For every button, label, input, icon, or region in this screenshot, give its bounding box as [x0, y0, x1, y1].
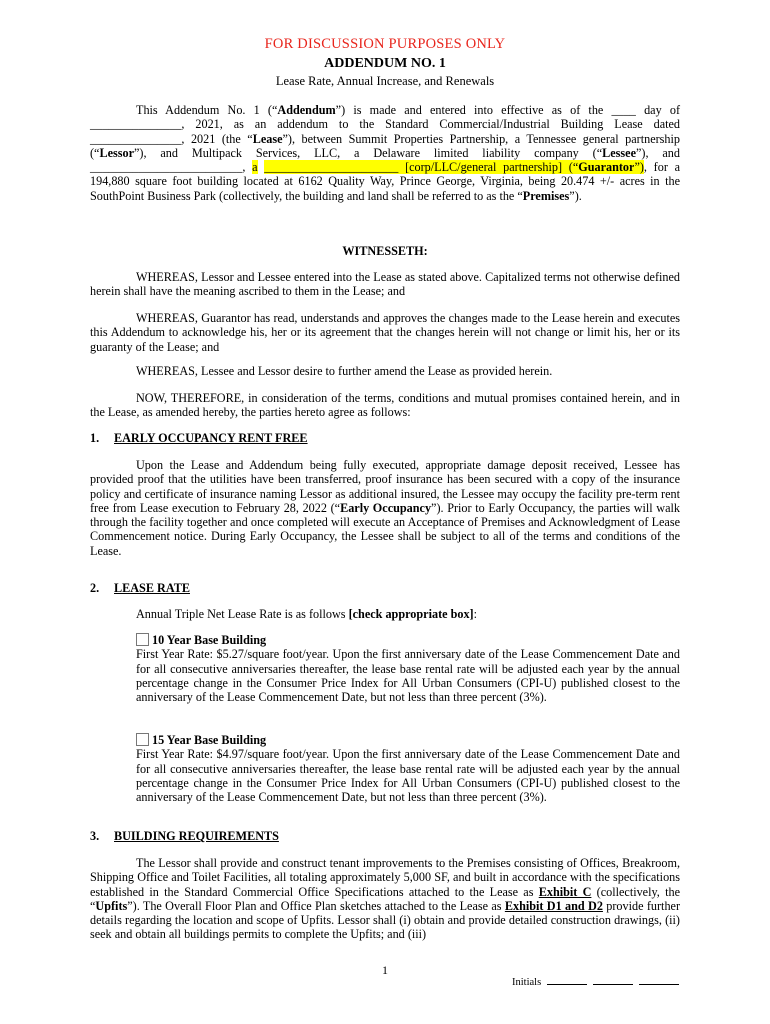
addendum-term: Addendum — [277, 103, 336, 117]
recital-1: WHEREAS, Lessor and Lessee entered into the Lease as stated above. Capitalized terms not otherwise defined herein shall have the meaning ascribed to them in the Lease; and — [90, 270, 680, 299]
recital-2: WHEREAS, Guarantor has read, understands and approves the changes made to the Lease herein and executes this Addendum to acknowledge his, her or its agreement that the changes herein will not change or limit his, her or its guaranty of the Lease; and — [90, 311, 680, 354]
lease-term: Lease — [252, 131, 283, 146]
initials-line — [512, 975, 679, 988]
option-10-year-label: 10 Year Base Building — [152, 633, 267, 647]
highlight-entity-type: ______________________ [corp/LLC/general partnership] (“ — [264, 160, 579, 175]
option-15-year — [136, 733, 680, 804]
section-3-heading — [90, 829, 279, 844]
section-1-text-a: Upon the Lease and Addendum being fully executed, appropriate damage deposit received, Lessee has provided proof that the utilities have been transferred, proof insurance has been secured with a copy of the insurance policy and certificate of insurance naming Lessor as additional insured, the Lessee may occupy the facility pre-term rent free from Lease execution to February 28, 2022 (“ — [90, 458, 680, 515]
section-1-heading — [90, 431, 308, 446]
guarantor-term: Guarantor — [578, 160, 635, 175]
intro-paragraph — [90, 103, 680, 203]
initials-blank-1[interactable] — [547, 975, 587, 985]
section-2-title: LEASE RATE — [114, 581, 190, 595]
intro-text-c: ”), between Summit Properties Partnership, a Tennessee general partnership (“ — [90, 131, 680, 160]
highlight-a: a — [252, 160, 258, 175]
section-1-text-b: ”). Prior to Early Occupancy, the parties will walk through the facility together and once completed will execute an Acceptance of Premises and Acknowledgment of Lease Commencement notice. During Early Occupancy, the Lessee shall be subject to all of the terms and conditions of the Lease. — [90, 500, 680, 558]
page-number: 1 — [382, 963, 388, 977]
option-15-year-label: 15 Year Base Building — [152, 733, 267, 747]
premises-term: Premises — [522, 188, 570, 203]
intro-text-g: ”). — [569, 188, 582, 203]
intro-text-d: ”), and Multipack Services, LLC, a Delaware limited liability company (“ — [134, 145, 603, 160]
witnesseth-heading: WITNESSETH: — [342, 244, 428, 258]
recital-3: WHEREAS, Lessee and Lessor desire to further amend the Lease as provided herein. — [136, 364, 553, 378]
early-occupancy-term: Early Occupancy — [340, 500, 432, 515]
initials-label: Initials — [512, 977, 542, 988]
recital-4: NOW, THEREFORE, in consideration of the terms, conditions and mutual promises contained herein, and in the Lease, as amended hereby, the parties hereto agree as follows: — [90, 391, 680, 420]
check-instruction: [check appropriate box] — [348, 607, 474, 621]
option-10-year — [136, 633, 680, 704]
section-2-heading — [90, 581, 190, 596]
option-15-year-text: First Year Rate: $4.97/square foot/year. Upon the first anniversary date of the Lease Commencement Date and for all consecutive anniversaries thereafter, the lease base rental rate will be adjusted each year by the annual percentage change in the Consumer Price Index for All Urban Consumers (CPI-U) published closest to the anniversary of the Lease Commencement Date, but not less than three percent (3%). — [136, 747, 680, 805]
section-3-text-b: (collectively, the “ — [90, 884, 680, 913]
checkbox-15-year[interactable] — [136, 733, 149, 746]
checkbox-10-year[interactable] — [136, 633, 149, 646]
discussion-banner: FOR DISCUSSION PURPOSES ONLY — [264, 36, 506, 52]
exhibit-c-ref: Exhibit C — [538, 884, 592, 899]
section-3-title: BUILDING REQUIREMENTS — [114, 829, 279, 843]
document-subtitle: Lease Rate, Annual Increase, and Renewals — [275, 74, 495, 88]
exhibit-d-ref: Exhibit D1 and D2 — [504, 898, 603, 913]
lease-rate-intro-text: Annual Triple Net Lease Rate is as follows — [136, 607, 349, 621]
lease-rate-intro-end: : — [473, 607, 477, 621]
section-1-number: 1. — [90, 431, 100, 445]
section-3-text-a: The Lessor shall provide and construct tenant improvements to the Premises consisting of Offices, Breakroom, Shipping Office and Toilet Facilities, all totaling approximately 5,000 SF, and built in accordance with the specifications established in the Standard Commercial Office Specifications attached to the Lease as — [90, 856, 680, 899]
lessee-term: Lessee — [602, 145, 636, 160]
document-title: ADDENDUM NO. 1 — [324, 56, 446, 71]
section-3-text-d: provide further details regarding the location and scope of Upfits. Lessor shall (i) obtain and provide detailed construction drawings, (ii) seek and obtain all buildings permits to complete the Upfits; and (iii) — [90, 898, 681, 942]
section-1-text — [90, 458, 680, 558]
section-3-number: 3. — [90, 829, 100, 843]
section-3-text — [90, 856, 680, 942]
highlight-close: ”) — [634, 160, 644, 175]
upfits-term: Upfits — [95, 898, 128, 913]
section-3-text-c: ”). The Overall Floor Plan and Office Plan sketches attached to the Lease as — [127, 898, 505, 913]
intro-text-e: ”), and _________________________, — [90, 145, 680, 175]
intro-text-f: , for a 194,880 square foot building located at 6162 Quality Way, Prince George, Virginia, being 20.474 +/- acres in the SouthPoint Business Park (collectively, the building and land shall be referred to as the “ — [90, 160, 681, 203]
intro-text-a: This Addendum No. 1 (“ — [136, 103, 278, 117]
section-1-title: EARLY OCCUPANCY RENT FREE — [114, 431, 308, 445]
option-10-year-text: First Year Rate: $5.27/square foot/year. Upon the first anniversary date of the Lease Commencement Date and for all consecutive anniversaries thereafter, the lease base rental rate will be adjusted each year by the annual percentage change in the Consumer Price Index for All Urban Consumers (CPI-U) published closest to the anniversary of the Lease Commencement Date, but not less than three percent (3%). — [136, 647, 680, 705]
initials-blank-3[interactable] — [639, 975, 679, 985]
intro-text-b: ”) is made and entered into effective as of the ____ day of _______________, 2021, as an addendum to the Standard Commercial/Industrial Building Lease dated _______________, 2021 (the “ — [90, 103, 680, 146]
lessor-term: Lessor — [99, 145, 134, 160]
section-2-number: 2. — [90, 581, 100, 595]
initials-blank-2[interactable] — [593, 975, 633, 985]
lease-rate-intro — [136, 607, 680, 621]
